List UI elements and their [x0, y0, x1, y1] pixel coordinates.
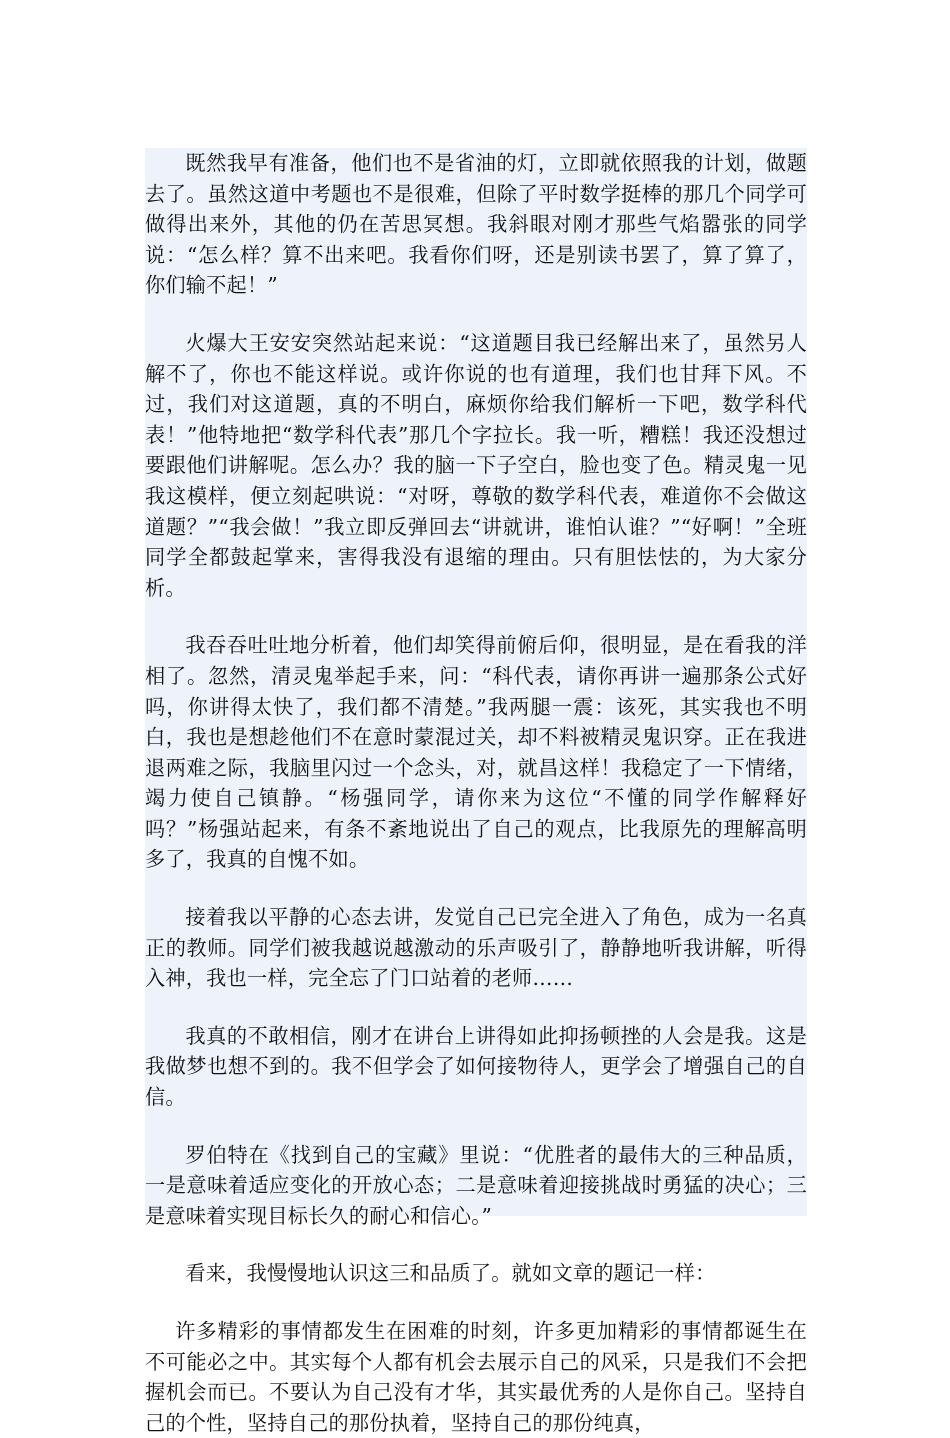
paragraph-6: 罗伯特在《找到自己的宝藏》里说：“优胜者的最伟大的三种品质，一是意味着适应变化的开放心态；二是意味着迎接挑战时勇猛的决心；三是意味着实现目标长久的耐心和信心。” [145, 1142, 807, 1228]
paragraph-5: 我真的不敢相信，刚才在讲台上讲得如此抑扬顿挫的人会是我。这是我做梦也想不到的。我不但学会了如何接物待人，更学会了增强自己的自信。 [145, 1023, 807, 1110]
paragraph-7: 看来，我慢慢地认识这三和品质了。就如文章的题记一样： [185, 1261, 716, 1286]
paragraph-4: 接着我以平静的心态去讲，发觉自己已完全进入了角色，成为一名真正的教师。同学们被我越说越激动的乐声吸引了，静静地听我讲解，听得入神，我也一样，完全忘了门口站着的老师…… [145, 905, 807, 991]
paragraph-2: 火爆大王安安突然站起来说：“这道题目我已经解出来了，虽然另人解不了，你也不能这样说。或许你说的也有道理，我们也甘拜下风。不过，我们对这道题，真的不明白，麻烦你给我们解析一下吧，数学科代表！”他特地把“数学科代表”那几个字拉长。我一听，糟糕！我还没想过要跟他们讲解呢。怎么办？我的脑一下子空白，脸也变了色。精灵鬼一见我这模样，便立刻起哄说：“对呀，尊敬的数学科代表，难道你不会做这道题？”“我会做！”我立即反弹回去“讲就讲，谁怕认谁？”“好啊！”全班同学全都鼓起掌来，害得我没有退缩的理由。只有胆怯怯的，为大家分析。 [145, 330, 807, 600]
article-body [145, 148, 807, 1435]
paragraph-1: 既然我早有准备，他们也不是省油的灯，立即就依照我的计划，做题去了。虽然这道中考题也不是很难，但除了平时数学挺棒的那几个同学可做得出来外，其他的仍在苦思冥想。我斜眼对刚才那些气焰嚣张的同学说：“怎么样？算不出来吧。我看你们呀，还是别读书罢了，算了算了，你们输不起！” [145, 151, 807, 298]
paragraph-8: 许多精彩的事情都发生在困难的时刻，许多更加精彩的事情都诞生在不可能必之中。其实每个人都有机会去展示自己的风采，只是我们不会把握机会而已。不要认为自己没有才华，其实最优秀的人是你自己。坚持自己的个性，坚持自己的那份执着，坚持自己的那份纯真， [145, 1319, 807, 1435]
paragraph-3: 我吞吞吐吐地分析着，他们却笑得前俯后仰，很明显，是在看我的洋相了。忽然，清灵鬼举起手来，问：“科代表，请你再讲一遍那条公式好吗，你讲得太快了，我们都不清楚。”我两腿一震：该死，其实我也不明白，我也是想趁他们不在意时蒙混过关，却不料被精灵鬼识穿。正在我进退两难之际，我脑里闪过一个念头，对，就昌这样！我稳定了一下情绪，竭力使自己镇静。“杨强同学，请你来为这位“不懂的同学作解释好吗？”杨强站起来，有条不紊地说出了自己的观点，比我原先的理解高明多了，我真的自愧不如。 [145, 633, 807, 872]
